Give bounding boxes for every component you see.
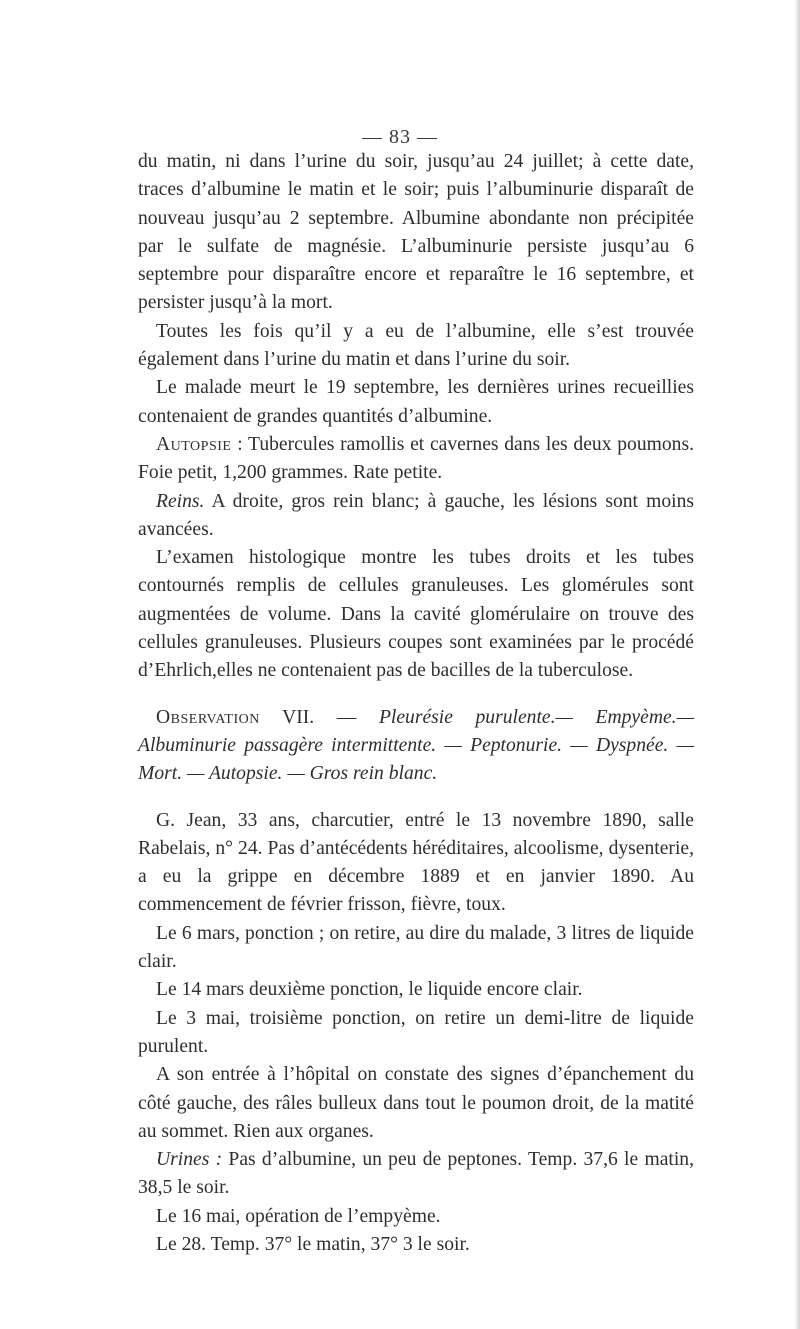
autopsie-label: Autopsie bbox=[156, 433, 232, 455]
paragraph-1: du matin, ni dans l’urine du soir, jusqu’au 24 juillet; à cette date, traces d’albumine le matin et le soir; puis l’albuminurie disparaît de nouveau jusqu’au 2 septembre. Albumine abondante non précipitée par le sulfate de magnésie. L’albuminurie persiste jusqu’au 6 septembre pour disparaître encore et reparaître le 16 septembre, et persister jusqu’à la mort. bbox=[138, 151, 694, 314]
autopsie-text: : Tubercules ramollis et cavernes dans les deux poumons. Foie petit, 1,200 grammes. Rate petite. bbox=[138, 433, 694, 484]
observation-title: Pleurésie purulente.— Empyème.—Albuminurie passagère intermittente. — Peptonurie. — Dyspnée. — Mort. — Autopsie. — Gros rein blanc. bbox=[138, 706, 694, 785]
body-text bbox=[138, 148, 694, 1259]
reins-text: A droite, gros rein blanc; à gauche, les lésions sont moins avancées. bbox=[138, 490, 694, 540]
observation-label: Observation bbox=[156, 706, 260, 728]
paragraph-6-mars: Le 6 mars, ponction ; on retire, au dire du malade, 3 litres de liquide clair. bbox=[138, 922, 694, 973]
reins-label: Reins. bbox=[156, 490, 205, 512]
paragraph-reins bbox=[138, 488, 694, 545]
page-number: — 83 — bbox=[362, 126, 438, 148]
paragraph-histologie: L’examen histologique montre les tubes droits et les tubes contournés remplis de cellules granuleuses. Les glomérules sont augmentées de volume. Dans la cavité glomérulaire on trouve des cellules granuleuses. Plusieurs coupes sont examinées par le procédé d’Ehrlich,elles ne contenaient pas de bacilles de la tuberculose. bbox=[138, 547, 694, 682]
paragraph-3: Le malade meurt le 19 septembre, les dernières urines recueillies contenaient de grandes quantités d’albumine. bbox=[138, 377, 694, 427]
urines-label: Urines : bbox=[156, 1149, 223, 1171]
paragraph-entree: A son entrée à l’hôpital on constate des signes d’épanchement du côté gauche, des râles bulleux dans tout le poumon droit, de la matité au sommet. Rien aux organes. bbox=[138, 1064, 694, 1142]
observation-heading bbox=[138, 704, 694, 789]
paragraph-14-mars: Le 14 mars deuxième ponction, le liquide encore clair. bbox=[156, 979, 583, 1001]
observation-number: VII. — bbox=[259, 706, 379, 728]
paragraph-urines bbox=[138, 1146, 694, 1203]
paragraph-16-mai: Le 16 mai, opération de l’empyème. bbox=[156, 1205, 441, 1227]
paragraph-3-mai: Le 3 mai, troisième ponction, on retire un demi-litre de liquide purulent. bbox=[138, 1007, 694, 1057]
page-edge bbox=[794, 0, 800, 1329]
paragraph-patient: G. Jean, 33 ans, charcutier, entré le 13 novembre 1890, salle Rabelais, n° 24. Pas d’antécédents héréditaires, alcoolisme, dysenterie, a eu la grippe en décembre 1889 et en janvier 1890. Au commencement de février frisson, fièvre, toux. bbox=[138, 809, 694, 916]
urines-text: Pas d’albumine, un peu de peptones. Temp. 37,6 le matin, 38,5 le soir. bbox=[138, 1149, 694, 1199]
paragraph-autopsie bbox=[138, 431, 694, 488]
paragraph-28: Le 28. Temp. 37° le matin, 37° 3 le soir. bbox=[156, 1233, 470, 1255]
paragraph-2: Toutes les fois qu’il y a eu de l’albumine, elle s’est trouvée également dans l’urine du matin et dans l’urine du soir. bbox=[138, 320, 694, 371]
